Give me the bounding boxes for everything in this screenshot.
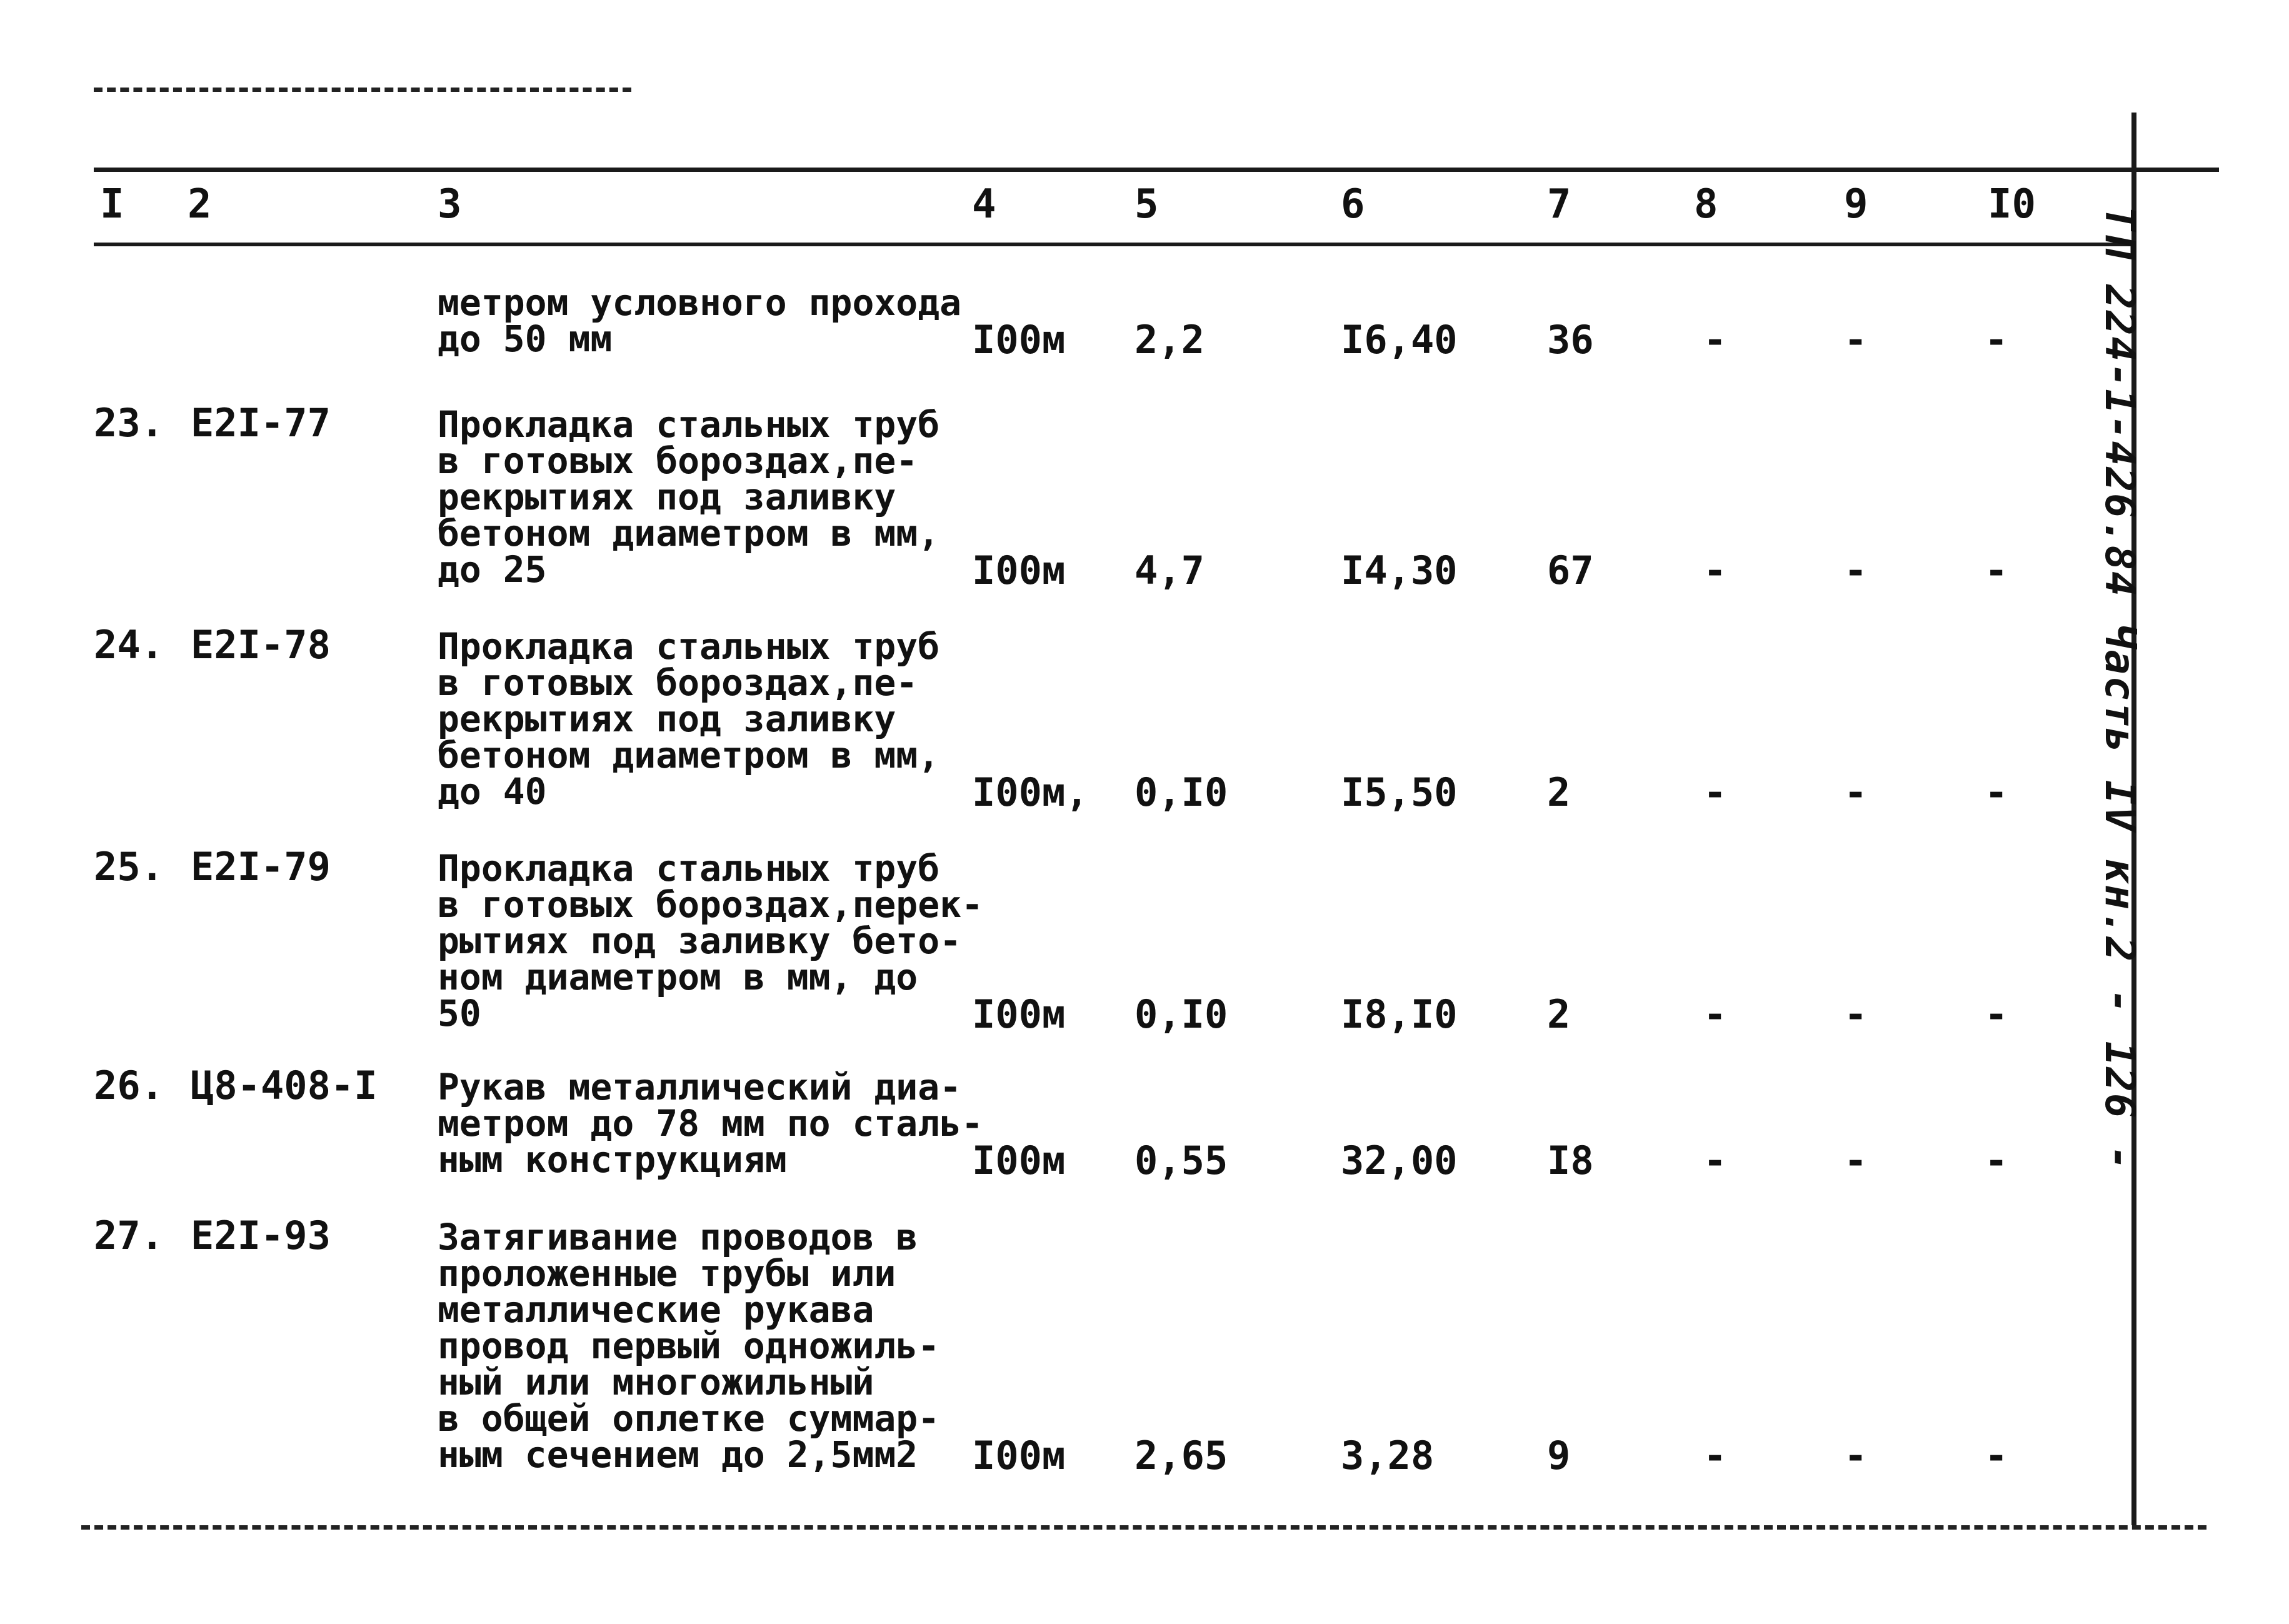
header-cell-2: 2 <box>188 181 212 228</box>
row-number: 25. <box>94 844 164 890</box>
row-col6: I6,40 <box>1341 317 1458 363</box>
header-bottom-rule <box>94 243 2131 246</box>
row-unit: I00м <box>972 1433 1066 1478</box>
header-top-rule <box>94 168 2219 172</box>
row-number: 23. <box>94 400 164 446</box>
row-code: Е2I-78 <box>191 622 331 668</box>
row-col10: - <box>1985 769 2008 815</box>
row-col8: - <box>1703 1433 1727 1478</box>
row-col10: - <box>1985 317 2008 363</box>
header-cell-6: 6 <box>1341 181 1365 228</box>
row-col7: I8 <box>1547 1138 1594 1183</box>
row-description: метром условного прохода до 50 мм <box>438 281 962 360</box>
row-col10: - <box>1985 991 2008 1037</box>
row-col10: - <box>1985 548 2008 593</box>
row-col7: 2 <box>1547 769 1571 815</box>
row-unit: I00м <box>972 548 1066 593</box>
row-col8: - <box>1703 769 1727 815</box>
row-unit: I00м <box>972 1138 1066 1183</box>
row-col8: - <box>1703 1138 1727 1183</box>
row-description: Прокладка стальных труб в готовых бороздах,перек- рытиях под заливку бето- ном диаметром в мм, до 50 <box>438 847 983 1035</box>
row-col8: - <box>1703 548 1727 593</box>
header-cell-1: I <box>100 181 124 228</box>
row-code: Е2I-93 <box>191 1213 331 1258</box>
bottom-dashed-rule <box>81 1525 2206 1530</box>
row-col7: 2 <box>1547 991 1571 1037</box>
row-description: Затягивание проводов в проложенные трубы или металлические рукава провод первый одножиль- ный или многожильный в общей оплетке суммар- ным сечением до 2,5мм2 <box>438 1216 940 1476</box>
header-cell-7: 7 <box>1547 181 1571 228</box>
side-code-text: ТП 224-1-426.84 Часть IV кн.2 - 126 - <box>2096 206 2144 1172</box>
row-col9: - <box>1844 1433 1868 1478</box>
row-col8: - <box>1703 991 1727 1037</box>
header-cell-8: 8 <box>1694 181 1718 228</box>
row-number: 26. <box>94 1063 164 1108</box>
row-number: 27. <box>94 1213 164 1258</box>
row-code: Е2I-77 <box>191 400 331 446</box>
row-description: Рукав металлический диа- метром до 78 мм по сталь- ным конструкциям <box>438 1066 983 1181</box>
row-col5: 2,65 <box>1134 1433 1228 1478</box>
row-description: Прокладка стальных труб в готовых бороздах,пе- рекрытиях под заливку бетоном диаметром в мм, до 40 <box>438 625 940 813</box>
row-col5: 0,55 <box>1134 1138 1228 1183</box>
row-col7: 67 <box>1547 548 1594 593</box>
row-col10: - <box>1985 1138 2008 1183</box>
row-col6: 3,28 <box>1341 1433 1435 1478</box>
row-unit: I00м <box>972 991 1066 1037</box>
row-col6: 32,00 <box>1341 1138 1458 1183</box>
header-cell-9: 9 <box>1844 181 1868 228</box>
row-col6: I4,30 <box>1341 548 1458 593</box>
row-col9: - <box>1844 1138 1868 1183</box>
header-cell-10: I0 <box>1988 181 2036 228</box>
top-dashed-rule <box>94 88 631 92</box>
row-col9: - <box>1844 991 1868 1037</box>
header-cell-5: 5 <box>1134 181 1159 228</box>
row-col10: - <box>1985 1433 2008 1478</box>
row-col9: - <box>1844 769 1868 815</box>
row-unit: I00м, <box>972 769 1089 815</box>
row-col8: - <box>1703 317 1727 363</box>
row-col5: 0,I0 <box>1134 991 1228 1037</box>
row-col9: - <box>1844 548 1868 593</box>
row-unit: I00м <box>972 317 1066 363</box>
row-col5: 2,2 <box>1134 317 1205 363</box>
row-code: Ц8-408-I <box>191 1063 378 1108</box>
header-cell-3: 3 <box>438 181 462 228</box>
row-col7: 36 <box>1547 317 1594 363</box>
header-cell-4: 4 <box>972 181 996 228</box>
row-col5: 0,I0 <box>1134 769 1228 815</box>
row-code: Е2I-79 <box>191 844 331 890</box>
row-col7: 9 <box>1547 1433 1571 1478</box>
side-document-code <box>2096 206 2144 1171</box>
row-col9: - <box>1844 317 1868 363</box>
row-description: Прокладка стальных труб в готовых бороздах,пе- рекрытиях под заливку бетоном диаметром в мм, до 25 <box>438 403 940 591</box>
row-col6: I5,50 <box>1341 769 1458 815</box>
row-number: 24. <box>94 622 164 668</box>
row-col5: 4,7 <box>1134 548 1205 593</box>
row-col6: I8,I0 <box>1341 991 1458 1037</box>
